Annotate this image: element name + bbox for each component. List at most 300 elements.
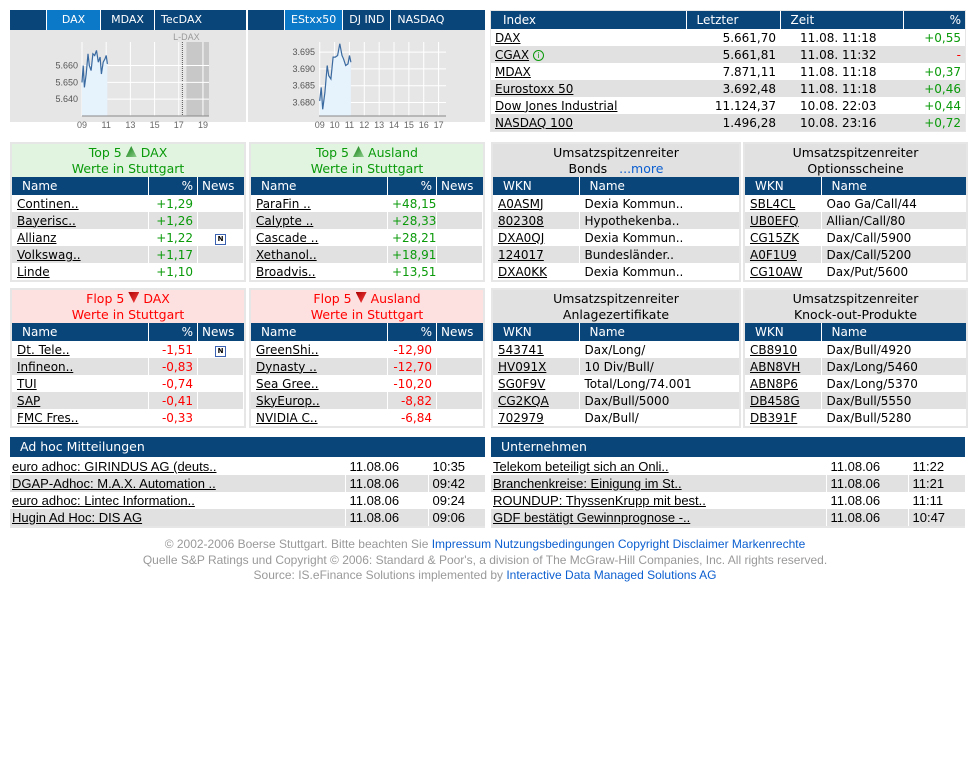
last-price: 5.661,70 [722, 30, 776, 45]
wkn-cell [493, 212, 579, 229]
col-name: Name [12, 323, 149, 341]
wkn-link[interactable]: CG15ZK [750, 230, 800, 245]
after-hours-shade [186, 42, 209, 116]
headline-cell [10, 509, 345, 526]
wkn-link[interactable]: CG2KQA [498, 393, 549, 408]
wkn-cell [745, 195, 821, 212]
change-pct: -12,70 [388, 358, 437, 375]
name-cell [12, 263, 149, 280]
stock-link[interactable]: ParaFin .. [256, 196, 311, 211]
col-wkn: WKN [493, 323, 579, 341]
link-markenrechte[interactable]: Markenrechte [731, 537, 806, 551]
stock-link[interactable]: Infineon.. [17, 359, 74, 374]
mover-row [12, 392, 244, 409]
x-tick-label: 13 [374, 120, 385, 130]
time: 10.08. 22:03 [800, 98, 877, 113]
dax-intraday-chart[interactable] [10, 30, 246, 130]
arrow-up-icon [353, 146, 364, 157]
headline-link[interactable]: ROUNDUP: ThyssenKrupp mit best.. [493, 493, 706, 508]
product-name: Dexia Kommun.. [584, 230, 684, 245]
wkn-link[interactable]: ABN8VH [750, 359, 801, 374]
stock-link[interactable]: Cascade .. [256, 230, 319, 245]
umsatz-row [745, 358, 966, 375]
umsatz-row [493, 229, 739, 246]
change-pct: -6,84 [388, 409, 437, 426]
news-time: 09:42 [428, 475, 485, 492]
mover-row [12, 409, 244, 426]
wkn-link[interactable]: A0ASMJ [498, 196, 544, 211]
box-market: DAX [143, 291, 170, 306]
arrow-up-icon [126, 146, 137, 157]
index-row [491, 114, 965, 131]
last-price: 1.496,28 [686, 114, 780, 131]
product-name: Dax/Long/5460 [821, 358, 966, 375]
company-news-box [491, 437, 965, 528]
change-pct: +28,33 [388, 212, 437, 229]
x-tick-label: 16 [418, 120, 429, 130]
footer-line-3 [0, 568, 970, 582]
change-pct: +1,17 [149, 246, 198, 263]
wkn-cell [493, 409, 579, 426]
mover-row [251, 263, 483, 280]
mover-row [251, 358, 483, 375]
umsatz-row [745, 341, 966, 358]
col-name: Name [12, 177, 149, 195]
stock-link[interactable]: Broadvis.. [256, 264, 316, 279]
headline-link[interactable]: euro adhoc: Lintec Information.. [12, 493, 195, 508]
news-time: 11:21 [908, 475, 965, 492]
wkn-link[interactable]: CB8910 [750, 342, 798, 357]
wkn-cell [745, 409, 821, 426]
wkn-cell [745, 375, 821, 392]
name-cell [251, 229, 388, 246]
umsatz-bonds-box [491, 142, 741, 282]
news-cell [437, 195, 483, 212]
headline-link[interactable]: DGAP-Adhoc: M.A.X. Automation .. [12, 476, 216, 491]
wkn-cell [745, 246, 821, 263]
umsatz-row [493, 375, 739, 392]
y-tick-label: 3.690 [292, 63, 315, 74]
wkn-cell [745, 212, 821, 229]
umsatz-knock-out-produkte-box [743, 288, 968, 428]
time: 11.08. 11:18 [780, 80, 903, 97]
change-pct: -1,51 [149, 341, 198, 358]
change-pct: +18,91 [388, 246, 437, 263]
footer-line-1 [0, 537, 970, 551]
change-pct: -0,33 [149, 409, 198, 426]
box-market: Ausland [370, 291, 421, 306]
col-news: News [437, 323, 483, 341]
umsatz-row [745, 375, 966, 392]
tab-dax[interactable]: DAX [47, 10, 101, 30]
x-tick-label: 14 [389, 120, 400, 130]
name-cell [12, 341, 149, 358]
col-news: News [198, 323, 244, 341]
name-cell [12, 195, 149, 212]
news-cell [437, 358, 483, 375]
change-pct: +1,26 [149, 212, 198, 229]
wkn-link[interactable]: UB0EFQ [750, 213, 799, 228]
link-impressum[interactable]: Impressum [431, 537, 492, 551]
news-date: 11.08.06 [826, 458, 908, 475]
news-date: 11.08.06 [826, 492, 908, 509]
box-title: Flop 5 [313, 291, 352, 306]
price-area [320, 44, 351, 116]
col-name: Name [251, 177, 388, 195]
wkn-link[interactable]: SG0F9V [498, 376, 546, 391]
product-name: Total/Long/74.001 [584, 376, 692, 391]
news-cell [198, 409, 244, 426]
headline-cell [491, 475, 826, 492]
news-cell [198, 263, 244, 280]
wkn-cell [493, 392, 579, 409]
news-cell [198, 229, 244, 246]
stock-link[interactable]: TUI [17, 376, 37, 391]
mover-row [12, 263, 244, 280]
wkn-link[interactable]: DB391F [750, 410, 798, 425]
wkn-cell [745, 229, 821, 246]
product-name: Dax/Bull/5000 [579, 392, 739, 409]
change-pct: -0,74 [149, 375, 198, 392]
stock-link[interactable]: FMC Fres.. [17, 410, 79, 425]
wkn-link[interactable]: 702979 [498, 410, 544, 425]
name-cell [251, 195, 388, 212]
wkn-link[interactable]: 124017 [498, 247, 544, 262]
headline-link[interactable]: euro adhoc: GIRINDUS AG (deuts.. [12, 459, 217, 474]
x-tick-label: 11 [344, 120, 355, 130]
stock-link[interactable]: GreenShi.. [256, 342, 319, 357]
col-wkn: WKN [745, 177, 821, 195]
headline-cell [10, 475, 345, 492]
change-pct: +0,55 [924, 30, 961, 45]
product-name: Dax/Long/5370 [826, 376, 918, 391]
mover-row [12, 212, 244, 229]
change-pct: -10,20 [388, 375, 437, 392]
box-header [745, 290, 966, 323]
headline-cell [491, 509, 826, 526]
umsatz-anlagezertifikate-box [491, 288, 741, 428]
mover-row [251, 212, 483, 229]
index-link[interactable]: CGAX [495, 47, 530, 62]
wkn-link[interactable]: ABN8P6 [750, 376, 798, 391]
index-name-cell [491, 97, 686, 114]
col-name: Name [821, 177, 966, 195]
wkn-cell [493, 229, 579, 246]
index-row [491, 97, 965, 114]
index-row [491, 63, 965, 80]
col-name: Name [579, 323, 739, 341]
change-pct: +48,15 [388, 195, 437, 212]
last-price: 5.661,81 [686, 46, 780, 63]
x-tick-label: 09 [76, 120, 88, 130]
chart-panel-right [248, 10, 485, 130]
y-tick-label: 3.695 [292, 47, 315, 58]
news-cell [437, 375, 483, 392]
time: 11.08. 11:18 [800, 30, 877, 45]
mover-row [12, 375, 244, 392]
product-name: Dax/Call/5200 [821, 246, 966, 263]
name-cell [251, 375, 388, 392]
box-subtitle: Werte in Stuttgart [71, 307, 185, 322]
index-name-cell [491, 114, 686, 131]
news-cell [437, 409, 483, 426]
wkn-cell [745, 341, 821, 358]
product-name: Oao Ga/Call/44 [826, 196, 917, 211]
headline-link[interactable]: Branchenkreise: Einigung im St.. [493, 476, 682, 491]
name-cell [12, 409, 149, 426]
wkn-cell [493, 341, 579, 358]
col-letzter: Letzter [686, 11, 780, 29]
y-tick-label: 3.685 [292, 80, 315, 91]
stock-link[interactable]: Xethanol.. [256, 247, 317, 262]
stock-link[interactable]: SkyEurop.. [256, 393, 320, 408]
col-wkn: WKN [493, 177, 579, 195]
x-tick-label: 13 [125, 120, 136, 130]
product-name: Dax/Put/5600 [826, 264, 909, 279]
index-row [491, 29, 965, 46]
umsatz-row [745, 212, 966, 229]
name-cell [251, 246, 388, 263]
news-row [10, 475, 485, 492]
umsatz-optionsscheine-box [743, 142, 968, 282]
flop5-dax-box [10, 288, 246, 428]
x-tick-label: 09 [314, 120, 325, 130]
headline-link[interactable]: Telekom beteiligt sich an Onli.. [493, 459, 669, 474]
headline-cell [491, 492, 826, 509]
col-news: News [437, 177, 483, 195]
product-name: Dax/Bull/5550 [821, 392, 966, 409]
y-tick-label: 5.640 [55, 94, 78, 105]
col-pct: % [388, 177, 437, 195]
news-row [491, 458, 965, 475]
headline-link[interactable]: GDF bestätigt Gewinnprognose -.. [493, 510, 691, 525]
index-table [490, 10, 966, 132]
footer-line-2: Quelle S&P Ratings und Copyright © 2006: Standard & Poor's, a division of The McGraw-Hill Companies, Inc. All rights reserved. [142, 553, 828, 567]
change-pct: +1,22 [149, 229, 198, 246]
tab-nasdaq[interactable]: NASDAQ [397, 13, 445, 26]
change-pct: +28,21 [388, 229, 437, 246]
x-tick-label: 12 [359, 120, 370, 130]
stock-link[interactable]: NVIDIA C.. [256, 410, 318, 425]
name-cell [12, 392, 149, 409]
headline-cell [491, 458, 826, 475]
link-disclaimer[interactable]: Disclaimer [672, 537, 729, 551]
umsatz-row [493, 358, 739, 375]
x-tick-label: 11 [101, 120, 111, 130]
chart-tabs-right [248, 10, 485, 30]
headline-link[interactable]: Hugin Ad Hoc: DIS AG [12, 510, 143, 525]
arrow-down-icon [128, 292, 139, 303]
wkn-link[interactable]: A0F1U9 [750, 247, 797, 262]
name-cell [12, 358, 149, 375]
box-subtitle: Bonds [568, 161, 608, 176]
last-price: 11.124,37 [714, 98, 776, 113]
wkn-link[interactable]: DXA0QJ [498, 230, 545, 245]
mover-row [12, 341, 244, 358]
col-pct: % [388, 323, 437, 341]
box-subtitle: Knock-out-Produkte [793, 307, 918, 322]
col-news: News [198, 177, 244, 195]
wkn-link[interactable]: 543741 [498, 342, 544, 357]
news-cell [198, 392, 244, 409]
umsatz-row [745, 392, 966, 409]
product-name: Dexia Kommun.. [584, 196, 684, 211]
tab-djind[interactable]: DJ IND [343, 10, 391, 30]
flop5-ausland-box [249, 288, 485, 428]
news-cell [198, 212, 244, 229]
wkn-link[interactable]: 802308 [498, 213, 544, 228]
news-cell [437, 229, 483, 246]
x-tick-label: 17 [173, 120, 184, 130]
last-price: 7.871,11 [722, 64, 776, 79]
tab-spacer [10, 10, 47, 30]
name-cell [12, 229, 149, 246]
news-date: 11.08.06 [345, 475, 428, 492]
stock-link[interactable]: Sea Gree.. [256, 376, 319, 391]
product-name: Hypothekenba.. [579, 212, 739, 229]
box-header [493, 290, 739, 323]
info-icon[interactable]: i [533, 50, 544, 61]
wkn-cell [493, 195, 579, 212]
box-header [493, 144, 739, 177]
index-row [491, 46, 965, 63]
box-title: Umsatzspitzenreiter [553, 291, 679, 306]
change-pct: -8,82 [388, 392, 437, 409]
index-name-cell [491, 63, 686, 80]
wkn-link[interactable]: CG10AW [750, 264, 803, 279]
chart-tabs-left [10, 10, 246, 30]
change-pct: +0,44 [924, 98, 961, 113]
stock-link[interactable]: Volkswag.. [17, 247, 81, 262]
news-time: 09:06 [428, 509, 485, 526]
index-name-cell [491, 46, 686, 63]
product-name: Allian/Call/80 [821, 212, 966, 229]
name-cell [12, 246, 149, 263]
mover-row [251, 375, 483, 392]
col-name: Name [821, 323, 966, 341]
news-time: 10:47 [908, 509, 965, 526]
wkn-link[interactable]: HV091X [498, 359, 547, 374]
news-cell [198, 341, 244, 358]
headline-cell [10, 492, 345, 509]
time: 11.08. 11:32 [780, 46, 903, 63]
umsatz-row [493, 341, 739, 358]
mover-row [251, 409, 483, 426]
index-name-cell [491, 80, 686, 97]
index-link[interactable]: DAX [495, 30, 521, 45]
tab-spacer [248, 10, 285, 30]
news-row [491, 475, 965, 492]
box-header [12, 144, 244, 177]
box-title: Top 5 [315, 145, 350, 160]
tab-estxx50[interactable]: EStxx50 [285, 10, 343, 30]
change-pct: -0,41 [149, 392, 198, 409]
l-dax-label: L-DAX [173, 32, 200, 42]
tab-mdax[interactable]: MDAX [101, 10, 155, 30]
wkn-cell [493, 358, 579, 375]
last-price: 3.692,48 [686, 80, 780, 97]
name-cell [251, 263, 388, 280]
news-cell [437, 246, 483, 263]
link-copyright[interactable]: Copyright [617, 537, 670, 551]
index-link[interactable]: Dow Jones Industrial [495, 98, 618, 113]
index-link[interactable]: Eurostoxx 50 [495, 81, 574, 96]
news-icon[interactable]: N [215, 234, 226, 245]
stock-link[interactable]: Linde [17, 264, 50, 279]
umsatz-row [745, 246, 966, 263]
stock-link[interactable]: Bayerisc.. [17, 213, 76, 228]
x-tick-label: 15 [403, 120, 414, 130]
news-cell [437, 392, 483, 409]
x-tick-label: 15 [149, 120, 160, 130]
name-cell [251, 392, 388, 409]
news-row [491, 492, 965, 509]
tab-tecdax[interactable]: TecDAX [161, 13, 203, 26]
col-wkn: WKN [745, 323, 821, 341]
footer-copyright: © 2002-2006 Boerse Stuttgart. Bitte beachten Sie [164, 537, 429, 551]
wkn-link[interactable]: SBL4CL [750, 196, 796, 211]
news-date: 11.08.06 [345, 458, 428, 475]
link-nutzungsbedingungen[interactable]: Nutzungsbedingungen [494, 537, 615, 551]
stock-link[interactable]: Continen.. [17, 196, 79, 211]
product-name: Dax/Bull/ [584, 410, 639, 425]
stock-link[interactable]: Calypte .. [256, 213, 314, 228]
news-cell [198, 358, 244, 375]
product-name: Bundesländer.. [579, 246, 739, 263]
top5-dax-box [10, 142, 246, 282]
change-pct: -0,83 [149, 358, 198, 375]
stock-link[interactable]: Dt. Tele.. [17, 342, 70, 357]
index-link[interactable]: MDAX [495, 64, 531, 79]
box-market: Ausland [368, 145, 418, 160]
wkn-link[interactable]: DXA0KK [498, 264, 548, 279]
umsatz-row [493, 392, 739, 409]
x-tick-label: 10 [329, 120, 340, 130]
index-link[interactable]: NASDAQ 100 [495, 115, 573, 130]
news-date: 11.08.06 [826, 509, 908, 526]
change-pct: +0,46 [903, 80, 965, 97]
section-title: Unternehmen [491, 437, 965, 457]
box-title: Umsatzspitzenreiter [792, 291, 919, 306]
umsatz-row [493, 195, 739, 212]
mover-row [12, 358, 244, 375]
name-cell [251, 409, 388, 426]
news-cell [198, 246, 244, 263]
mover-row [251, 229, 483, 246]
stock-link[interactable]: Dynasty .. [256, 359, 317, 374]
product-name: Dax/Long/ [584, 342, 646, 357]
wkn-link[interactable]: DB458G [750, 393, 800, 408]
stock-link[interactable]: SAP [17, 393, 41, 408]
wkn-cell [493, 375, 579, 392]
news-icon[interactable]: N [215, 346, 226, 357]
section-title: Ad hoc Mitteilungen [10, 437, 485, 457]
product-name: Dax/Call/5900 [826, 230, 912, 245]
link-interactive-data[interactable]: Interactive Data Managed Solutions AG [506, 568, 717, 582]
arrow-down-icon [356, 292, 367, 303]
estxx50-intraday-chart[interactable] [248, 30, 485, 130]
stock-link[interactable]: Allianz [17, 230, 57, 245]
y-tick-label: 5.650 [55, 77, 78, 88]
col-index: Index [491, 11, 686, 29]
box-header [745, 144, 966, 177]
umsatz-row [745, 229, 966, 246]
umsatz-row [745, 195, 966, 212]
news-cell [437, 263, 483, 280]
adhoc-news-box [10, 437, 485, 528]
product-name: Dax/Bull/5280 [826, 410, 912, 425]
more-link[interactable]: ...more [619, 161, 664, 176]
